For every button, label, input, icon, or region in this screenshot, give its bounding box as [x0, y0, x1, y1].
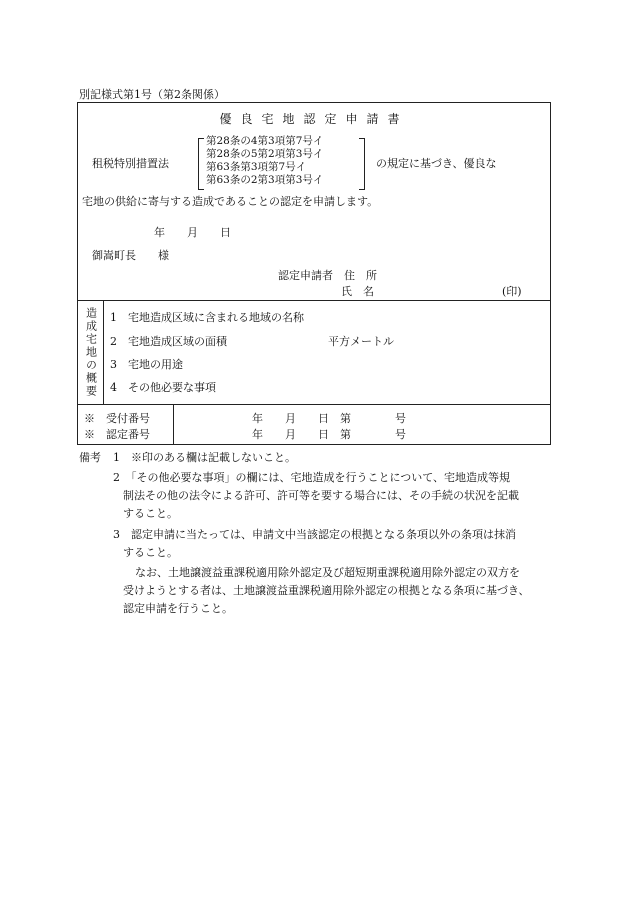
- overview-item-4[interactable]: 4 その他必要な事項: [110, 381, 216, 394]
- note-2-line-1: 2 「その他必要な事項」の欄には、宅地造成を行うことについて、宅地造成等規: [113, 471, 511, 484]
- form-caption: 別記様式第1号（第2条関係）: [79, 88, 225, 101]
- form-title: 優良宅地認定申請書: [219, 112, 409, 126]
- note-1: 1 ※印のある欄は記載しないこと。: [113, 451, 296, 464]
- registry-top-divider: [78, 404, 550, 405]
- receipt-date-number[interactable]: 年 月 日 第 号: [252, 412, 406, 425]
- clause-4: 第63条の2第3項第3号イ: [206, 174, 324, 186]
- overview-side-label-text: 造成宅地の概要: [84, 306, 98, 398]
- law-name: 租税特別措置法: [92, 157, 169, 170]
- overview-top-divider: [78, 300, 550, 301]
- certification-number-label: ※ 認定番号: [84, 428, 150, 441]
- overview-column-divider: [103, 300, 104, 404]
- date-field[interactable]: 年 月 日: [154, 226, 231, 239]
- note-3-line-2: すること。: [123, 546, 178, 559]
- overview-side-label: [78, 300, 103, 404]
- overview-item-1[interactable]: 1 宅地造成区域に含まれる地域の名称: [110, 311, 304, 324]
- clause-3: 第63条第3項第7号イ: [206, 161, 307, 173]
- note-4-line-2: 受けようとする者は、土地譲渡益重課税適用除外認定の根拠となる条項に基づき、: [123, 584, 530, 597]
- applicant-name-label[interactable]: 氏 名: [341, 285, 374, 298]
- certification-date-number[interactable]: 年 月 日 第 号: [252, 428, 406, 441]
- clause-2: 第28条の5第2項第3号イ: [206, 148, 324, 160]
- addressee: 御嵩町長 様: [92, 249, 169, 262]
- registry-column-divider: [173, 404, 174, 445]
- application-form-frame: [77, 102, 551, 445]
- applicant-address-label[interactable]: 認定申請者 住 所: [278, 269, 377, 282]
- receipt-number-label: ※ 受付番号: [84, 412, 150, 425]
- note-3-line-1: 3 認定申請に当たっては、申請文中当該認定の根拠となる条項以外の条項は抹消: [113, 528, 516, 541]
- note-2-line-3: すること。: [123, 507, 178, 520]
- overview-item-3[interactable]: 3 宅地の用途: [110, 358, 183, 371]
- notes-heading: 備考: [79, 451, 101, 464]
- area-unit: 平方メートル: [328, 335, 394, 348]
- purpose-text: 宅地の供給に寄与する造成であることの認定を申請します。: [82, 195, 379, 208]
- overview-item-2[interactable]: 2 宅地造成区域の面積: [110, 335, 227, 348]
- note-4-line-3: 認定申請を行うこと。: [123, 602, 233, 615]
- note-4-line-1: なお、土地譲渡益重課税適用除外認定及び超短期重課税適用除外認定の双方を: [135, 566, 520, 579]
- seal-mark: (印): [502, 285, 522, 298]
- left-bracket: [198, 138, 204, 190]
- clause-1: 第28条の4第3項第7号イ: [206, 135, 324, 147]
- clause-suffix: の規定に基づき、優良な: [376, 157, 497, 170]
- right-bracket: [359, 138, 365, 190]
- note-2-line-2: 制法その他の法令による許可、許可等を要する場合には、その手続の状況を記載: [123, 489, 519, 502]
